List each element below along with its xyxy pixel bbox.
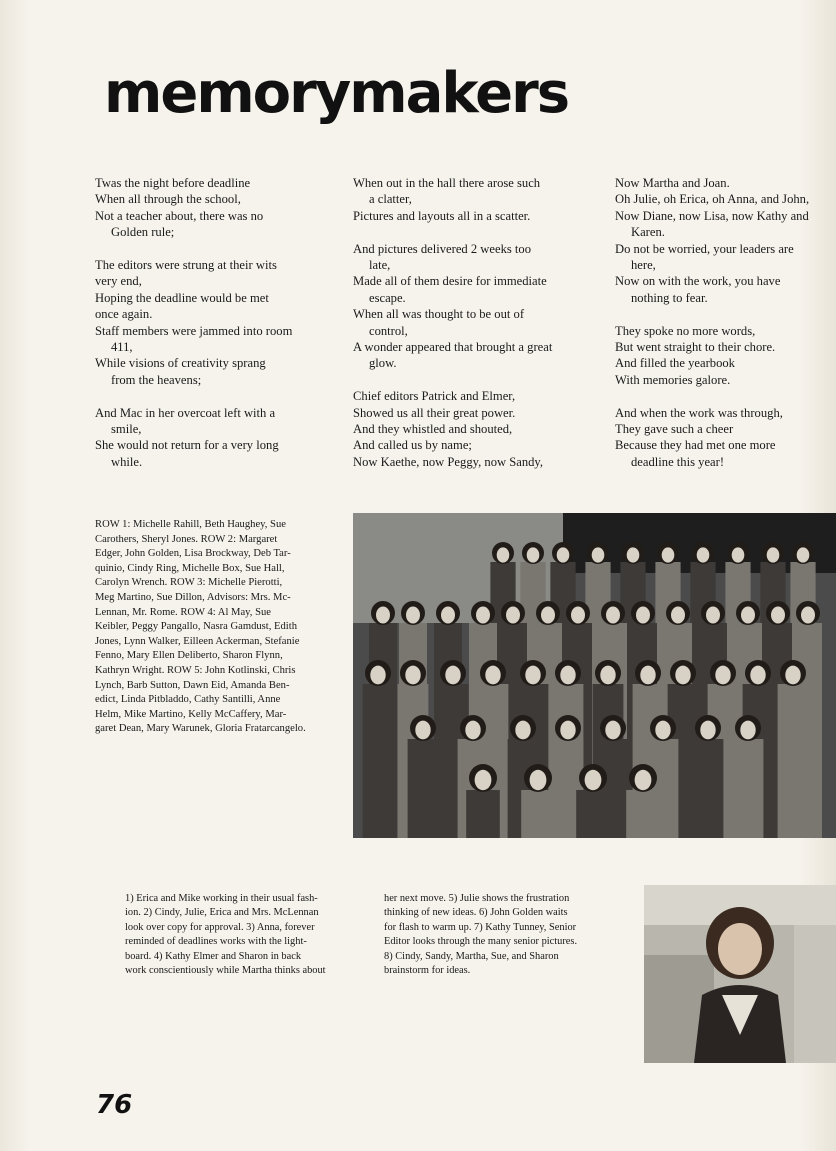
caption-line: Kathryn Wright. ROW 5: John Kotlinski, Chris (95, 664, 296, 676)
poem-line: very end, (95, 274, 142, 289)
poem-line: once again. (95, 307, 153, 322)
poem-line: When out in the hall there arose such (353, 176, 541, 190)
photo-caption-part-2 (384, 892, 616, 978)
stanza-break (353, 372, 588, 388)
poem-column-1 (95, 175, 325, 470)
photo-caption-part-1 (125, 892, 355, 978)
caption-line: 1) Erica and Mike working in their usual fash- (125, 893, 318, 904)
poem-line: Golden rule; (111, 225, 175, 240)
poem-line: while. (111, 454, 143, 469)
caption-line: board. 4) Kathy Elmer and Sharon in back (125, 950, 302, 962)
caption-line: ion. 2) Cindy, Julie, Erica and Mrs. McLennan (125, 907, 319, 919)
poem-line: And when the work was through, (615, 405, 783, 420)
poem-line: Oh Julie, oh Erica, oh Anna, and John, (615, 192, 810, 207)
poem-line: Because they had met one more (615, 438, 776, 453)
caption-line: Edger, John Golden, Lisa Brockway, Deb Tar- (95, 548, 291, 560)
poem-line: A wonder appeared that brought a great (353, 340, 553, 355)
caption-line: brainstorm for ideas. (384, 965, 471, 977)
poem-line: here, (631, 258, 656, 273)
poem-line: And called us by name; (353, 438, 472, 453)
poem-line: Not a teacher about, there was no (95, 208, 264, 223)
caption-line: garet Dean, Mary Warunek, Gloria Fratarcangelo. (95, 723, 306, 735)
caption-line: her next move. 5) Julie shows the frustration (384, 893, 570, 904)
poem-line: Karen. (631, 225, 665, 240)
poem-line: from the heavens; (111, 372, 202, 387)
poem-line: With memories galore. (615, 372, 731, 387)
caption-line: 8) Cindy, Sandy, Martha, Sue, and Sharon (384, 950, 559, 962)
caption-line: edict, Linda Pitbladdo, Cathy Santilli, Anne (95, 694, 281, 706)
poem-column-3 (615, 175, 830, 470)
stanza-break (615, 306, 830, 322)
poem-line: a clatter, (369, 192, 412, 207)
stanza-break (95, 388, 325, 404)
portrait-photo-image (644, 885, 836, 1063)
page-number: 76 (96, 1090, 133, 1120)
poem-line: smile, (111, 422, 142, 437)
caption-line: quinio, Cindy Ring, Michelle Box, Sue Hall, (95, 562, 285, 574)
poem-line: And they whistled and shouted, (353, 422, 513, 437)
poem-line: 411, (111, 340, 133, 355)
poem-line: Twas the night before deadline (95, 176, 251, 190)
caption-line: Jones, Lynn Walker, Eilleen Ackerman, Stefanie (95, 635, 300, 647)
poem-line: Staff members were jammed into room (95, 323, 293, 338)
poem-line: Now Kaethe, now Peggy, now Sandy, (353, 454, 544, 469)
poem-line: Made all of them desire for immediate (353, 274, 547, 289)
poem-line: And filled the yearbook (615, 356, 735, 371)
poem-line: Hoping the deadline would be met (95, 290, 269, 305)
poem-line: She would not return for a very long (95, 438, 279, 453)
staff-roster-caption (95, 518, 333, 737)
poem-line: When all was thought to be out of (353, 307, 525, 322)
poem-line: When all through the school, (95, 192, 241, 207)
poem-line: Showed us all their great power. (353, 405, 516, 420)
poem-line: late, (369, 258, 391, 273)
caption-line: Lynch, Barb Sutton, Dawn Eid, Amanda Ben- (95, 679, 290, 691)
caption-line: ROW 1: Michelle Rahill, Beth Haughey, Sue (95, 519, 286, 530)
caption-line: look over copy for approval. 3) Anna, forever (125, 921, 315, 933)
poem-line: While visions of creativity sprang (95, 356, 266, 371)
poem-line: Pictures and layouts all in a scatter. (353, 208, 531, 223)
poem-line: Now Martha and Joan. (615, 176, 730, 190)
editor-portrait-photo (644, 885, 836, 1063)
caption-line: reminded of deadlines works with the light- (125, 936, 307, 948)
poem-line: escape. (369, 290, 406, 305)
caption-line: thinking of new ideas. 6) John Golden waits (384, 907, 568, 919)
page-title: memorymakers (104, 61, 569, 126)
caption-line: Meg Martino, Sue Dillon, Advisors: Mrs. Mc- (95, 591, 291, 603)
poem-line: The editors were strung at their wits (95, 258, 277, 273)
poem-line: They spoke no more words, (615, 323, 756, 338)
poem-line: Now Diane, now Lisa, now Kathy and (615, 208, 809, 223)
poem-line: And pictures delivered 2 weeks too (353, 241, 532, 256)
stanza-break (95, 241, 325, 257)
poem-line: But went straight to their chore. (615, 340, 776, 355)
caption-line: Helm, Mike Martino, Kelly McCaffery, Mar- (95, 708, 287, 720)
caption-line: Lennan, Mr. Rome. ROW 4: Al May, Sue (95, 606, 271, 618)
caption-line: Editor looks through the many senior pictures. (384, 936, 578, 948)
caption-line: work conscientiously while Martha thinks about (125, 965, 326, 977)
caption-line: Keibler, Peggy Pangallo, Nasra Gamdust, Edith (95, 621, 297, 633)
caption-line: for flash to warm up. 7) Kathy Tunney, Senior (384, 921, 577, 933)
poem-line: control, (369, 323, 408, 338)
caption-line: Carothers, Sheryl Jones. ROW 2: Margaret (95, 533, 278, 545)
poem-line: They gave such a cheer (615, 422, 734, 437)
stanza-break (353, 224, 588, 240)
poem-line: Now on with the work, you have (615, 274, 781, 289)
caption-line: Fenno, Mary Ellen Deliberto, Sharon Flynn, (95, 650, 283, 662)
stanza-break (615, 388, 830, 404)
poem-line: Do not be worried, your leaders are (615, 241, 794, 256)
group-photo-image (353, 513, 836, 838)
caption-line: Carolyn Wrench. ROW 3: Michelle Pierotti, (95, 577, 283, 589)
poem-line: Chief editors Patrick and Elmer, (353, 389, 516, 404)
poem-line: And Mac in her overcoat left with a (95, 405, 276, 420)
poem-column-2 (353, 175, 588, 470)
poem-line: deadline this year! (631, 454, 725, 469)
poem-line: glow. (369, 356, 397, 371)
poem-line: nothing to fear. (631, 290, 708, 305)
staff-group-photo (353, 513, 836, 838)
